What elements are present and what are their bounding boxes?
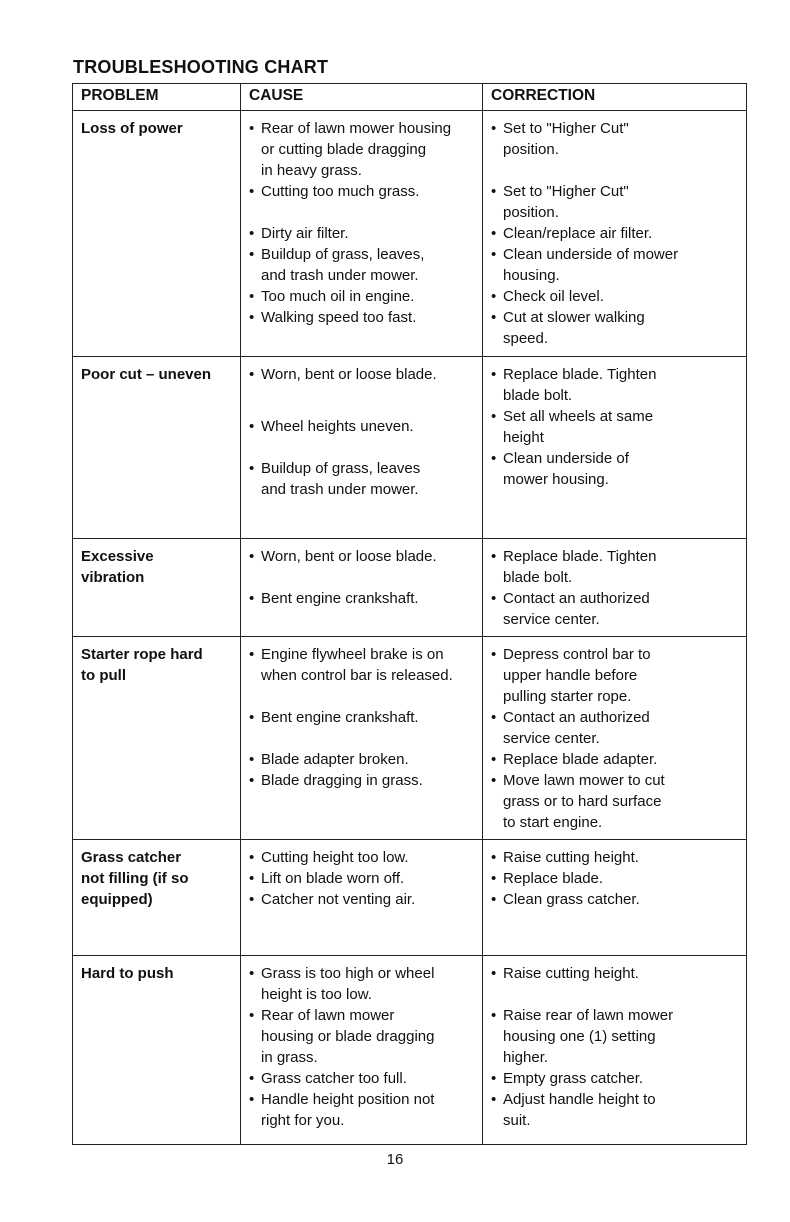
cause-item: • Worn, bent or loose blade. — [249, 364, 474, 416]
cause-header: CAUSE — [241, 84, 483, 111]
cause-item: • Bent engine crankshaft. — [249, 707, 474, 749]
correction-item: • Cut at slower walking speed. — [491, 307, 738, 349]
correction-item: • Raise rear of lawn mower housing one (1) setting higher. — [491, 1005, 738, 1068]
table-row — [73, 357, 747, 539]
cause-cell — [241, 637, 483, 840]
cause-item: • Catcher not venting air. — [249, 889, 474, 910]
problem-cell: Poor cut – uneven — [73, 357, 241, 539]
problem-cell: Grass catcher not filling (if so equipped) — [73, 840, 241, 956]
problem-cell: Loss of power — [73, 111, 241, 357]
correction-item: • Set all wheels at same height — [491, 406, 738, 448]
correction-cell — [483, 840, 747, 956]
cause-item: • Blade dragging in grass. — [249, 770, 474, 791]
correction-header: CORRECTION — [483, 84, 747, 111]
cause-item: • Too much oil in engine. — [249, 286, 474, 307]
cause-item: • Lift on blade worn off. — [249, 868, 474, 889]
correction-item: • Clean underside of mower housing. — [491, 244, 738, 286]
table-row — [73, 956, 747, 1145]
correction-item: • Adjust handle height to suit. — [491, 1089, 738, 1131]
correction-item: • Raise cutting height. — [491, 847, 738, 868]
cause-item: • Dirty air filter. — [249, 223, 474, 244]
cause-item: • Handle height position not right for you. — [249, 1089, 474, 1131]
cause-item: • Grass is too high or wheel height is too low. — [249, 963, 474, 1005]
correction-cell — [483, 637, 747, 840]
cause-item: • Wheel heights uneven. — [249, 416, 474, 458]
correction-item: • Replace blade adapter. — [491, 749, 738, 770]
correction-item: • Clean underside of mower housing. — [491, 448, 738, 490]
table-row — [73, 840, 747, 956]
correction-cell — [483, 357, 747, 539]
correction-item: • Clean grass catcher. — [491, 889, 738, 910]
cause-item: • Walking speed too fast. — [249, 307, 474, 328]
correction-cell — [483, 111, 747, 357]
cause-cell — [241, 357, 483, 539]
table-row — [73, 637, 747, 840]
table-row — [73, 111, 747, 357]
cause-item: • Buildup of grass, leaves and trash under mower. — [249, 458, 474, 500]
cause-item: • Blade adapter broken. — [249, 749, 474, 770]
correction-item: • Clean/replace air filter. — [491, 223, 738, 244]
correction-item: • Set to "Higher Cut" position. — [491, 118, 738, 181]
cause-item: • Engine flywheel brake is on when control bar is released. — [249, 644, 474, 707]
cause-item: • Worn, bent or loose blade. — [249, 546, 474, 588]
cause-cell — [241, 539, 483, 637]
chart-title: TROUBLESHOOTING CHART — [73, 57, 329, 77]
correction-item: • Replace blade. Tighten blade bolt. — [491, 364, 738, 406]
cause-cell — [241, 840, 483, 956]
problem-cell: Excessive vibration — [73, 539, 241, 637]
cause-item: • Cutting height too low. — [249, 847, 474, 868]
correction-item: • Raise cutting height. — [491, 963, 738, 1005]
problem-header: PROBLEM — [73, 84, 241, 111]
cause-item: • Grass catcher too full. — [249, 1068, 474, 1089]
correction-item: • Replace blade. — [491, 868, 738, 889]
cause-item: • Cutting too much grass. — [249, 181, 474, 223]
problem-cell: Hard to push — [73, 956, 241, 1145]
page-number: 16 — [386, 1151, 404, 1168]
cause-item: • Buildup of grass, leaves, and trash under mower. — [249, 244, 474, 286]
correction-cell — [483, 956, 747, 1145]
correction-item: • Empty grass catcher. — [491, 1068, 738, 1089]
correction-item: • Replace blade. Tighten blade bolt. — [491, 546, 738, 588]
cause-item: • Bent engine crankshaft. — [249, 588, 474, 609]
correction-cell — [483, 539, 747, 637]
correction-item: • Contact an authorized service center. — [491, 588, 738, 630]
correction-item: • Set to "Higher Cut" position. — [491, 181, 738, 223]
correction-item: • Contact an authorized service center. — [491, 707, 738, 749]
cause-cell — [241, 111, 483, 357]
cause-item: • Rear of lawn mower housing or cutting blade dragging in heavy grass. — [249, 118, 474, 181]
correction-item: • Move lawn mower to cut grass or to hard surface to start engine. — [491, 770, 738, 833]
correction-item: • Check oil level. — [491, 286, 738, 307]
header-row — [73, 84, 747, 111]
table-row — [73, 539, 747, 637]
correction-item: • Depress control bar to upper handle before pulling starter rope. — [491, 644, 738, 707]
cause-cell — [241, 956, 483, 1145]
cause-item: • Rear of lawn mower housing or blade dragging in grass. — [249, 1005, 474, 1068]
problem-cell: Starter rope hard to pull — [73, 637, 241, 840]
troubleshooting-table — [72, 83, 747, 1145]
